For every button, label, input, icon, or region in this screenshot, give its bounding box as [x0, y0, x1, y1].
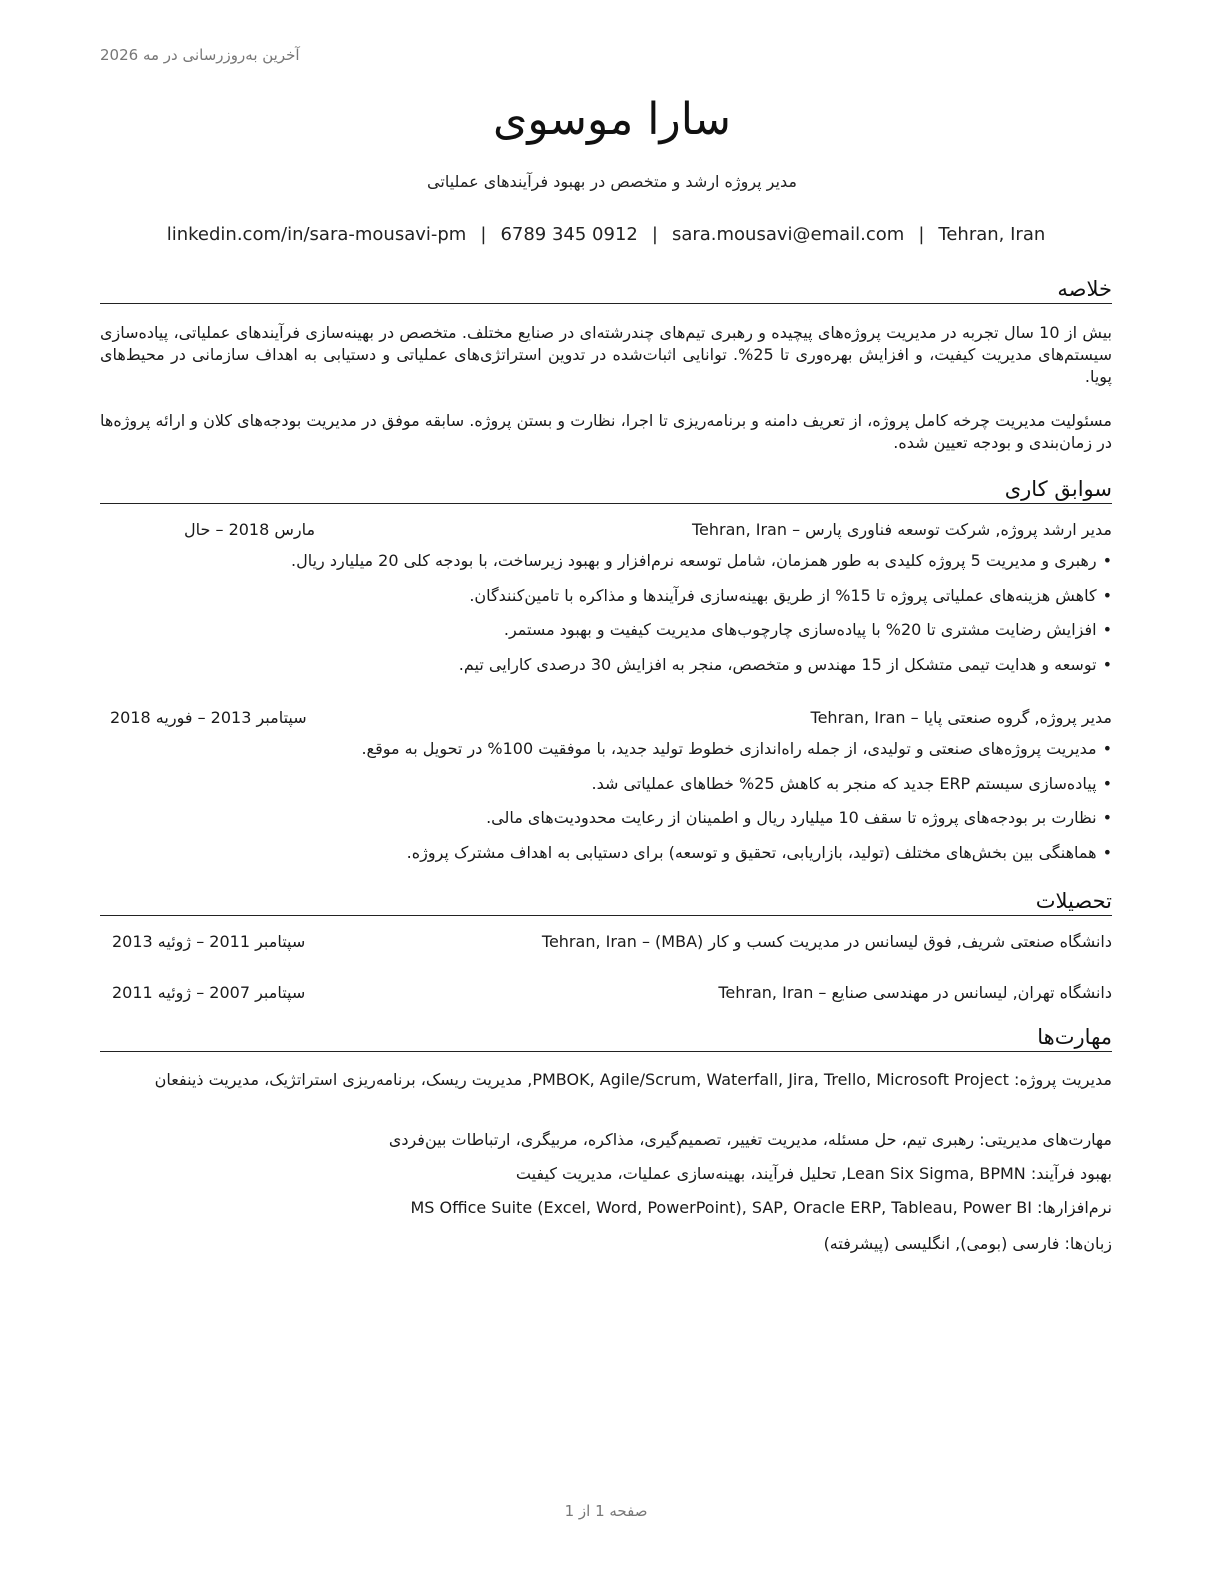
phone-number: 6789 345 0912 [500, 224, 638, 245]
email-link[interactable]: sara.mousavi@email.com [671, 224, 905, 245]
skill-line: مهارت‌های مدیریتی: رهبری تیم، حل مسئله، مدیریت تغییر، تصمیم‌گیری، مذاکره، مربیگری، ارتباطات بین‌فردی [388, 1130, 1112, 1149]
bullet-item: • رهبری و مدیریت 5 پروژه کلیدی به طور همزمان، شامل توسعه نرم‌افزار و بهبود زیرساخت، با بودجه کلی 20 میلیارد ریال. [100, 550, 1112, 585]
resume-name: سارا موسوی [492, 94, 732, 145]
job-bullets [100, 550, 1112, 688]
contact-separator: | [480, 224, 487, 245]
job-bullets [100, 738, 1112, 876]
bullet-item: • هماهنگی بین بخش‌های مختلف (تولید، بازاریابی، تحقیق و توسعه) برای دستیابی به اهداف مشترک پروژه. [100, 842, 1112, 877]
contact-separator: | [651, 224, 658, 245]
page-number: صفحه 1 از 1 [564, 1502, 648, 1520]
bullet-item: • نظارت بر بودجه‌های پروژه تا سقف 10 میلیارد ریال و اطمینان از رعایت محدودیت‌های مالی. [100, 807, 1112, 842]
education-title: دانشگاه تهران, لیسانس در مهندسی صنایع – Tehran, Iran [718, 983, 1112, 1002]
resume-headline: مدیر پروژه ارشد و متخصص در بهبود فرآیندهای عملیاتی [427, 172, 797, 191]
linkedin-link[interactable]: linkedin.com/in/sara-mousavi-pm [166, 224, 467, 245]
bullet-item: • کاهش هزینه‌های عملیاتی پروژه تا 15% از طریق بهینه‌سازی فرآیندها و مذاکره با تامین‌کنندگان. [100, 585, 1112, 620]
contact-separator: | [918, 224, 925, 245]
skill-line: بهبود فرآیند: Lean Six Sigma, BPMN, تحلیل فرآیند، بهینه‌سازی عملیات، مدیریت کیفیت [515, 1164, 1112, 1183]
section-title-experience: سوابق کاری [100, 476, 1112, 504]
job-dates: مارس 2018 – حال [184, 520, 316, 539]
job-dates: سپتامبر 2013 – فوریه 2018 [110, 708, 307, 727]
education-entry [100, 983, 1112, 1007]
education-title: دانشگاه صنعتی شریف, فوق لیسانس در مدیریت کسب و کار (MBA) – Tehran, Iran [541, 932, 1112, 951]
job-title: مدیر ارشد پروژه, شرکت توسعه فناوری پارس – Tehran, Iran [692, 520, 1112, 539]
skill-line: زبان‌ها: فارسی (بومی), انگلیسی (پیشرفته) [823, 1234, 1112, 1253]
bullet-item: • توسعه و هدایت تیمی متشکل از 15 مهندس و متخصص، منجر به افزایش 30 درصدی کارایی تیم. [100, 654, 1112, 689]
bullet-item: • افزایش رضایت مشتری تا 20% با پیاده‌سازی چارچوب‌های مدیریت کیفیت و بهبود مستمر. [100, 619, 1112, 654]
job-title: مدیر پروژه, گروه صنعتی پایا – Tehran, Iran [810, 708, 1112, 727]
skill-line: مدیریت پروژه: PMBOK, Agile/Scrum, Waterfall, Jira, Trello, Microsoft Project, مدیریت ریسک، برنامه‌ریزی استراتژیک، مدیریت ذینفعان [154, 1070, 1112, 1089]
section-title-skills: مهارت‌ها [100, 1024, 1112, 1052]
education-entry [100, 932, 1112, 956]
contact-line [0, 224, 1212, 245]
skill-line: نرم‌افزارها: MS Office Suite (Excel, Word, PowerPoint), SAP, Oracle ERP, Tableau, Power BI [410, 1198, 1112, 1217]
bullet-item: • مدیریت پروژه‌های صنعتی و تولیدی، از جمله راه‌اندازی خطوط تولید جدید، با موفقیت 100% در تحویل به موقع. [100, 738, 1112, 773]
summary-paragraph: بیش از 10 سال تجربه در مدیریت پروژه‌های پیچیده و رهبری تیم‌های چندرشته‌ای در صنایع مختلف. متخصص در بهینه‌سازی فرآیندهای عملیاتی، پیاده‌سازی سیستم‌های مدیریت کیفیت، و افزایش بهره‌وری تا 25%. توانایی اثبات‌شده در تدوین استراتژی‌های عملیاتی و دستیابی به اهداف سازمانی در محیط‌های پویا. [100, 323, 1113, 386]
job-header [100, 520, 1112, 544]
job-header [100, 708, 1112, 732]
last-updated-note: آخرین به‌روزرسانی در مه 2026 [100, 46, 300, 64]
location: Tehran, Iran [938, 224, 1046, 245]
bullet-item: • پیاده‌سازی سیستم ERP جدید که منجر به کاهش 25% خطاهای عملیاتی شد. [100, 773, 1112, 808]
summary-paragraph: مسئولیت مدیریت چرخه کامل پروژه، از تعریف دامنه و برنامه‌ریزی تا اجرا، نظارت و بستن پروژه. سابقه موفق در مدیریت بودجه‌های کلان و ارائه پروژه‌ها در زمان‌بندی و بودجه تعیین شده. [100, 411, 1112, 452]
section-title-education: تحصیلات [100, 888, 1112, 916]
education-dates: سپتامبر 2007 – ژوئیه 2011 [112, 983, 306, 1002]
education-dates: سپتامبر 2011 – ژوئیه 2013 [112, 932, 306, 951]
section-title-summary: خلاصه [100, 276, 1112, 304]
